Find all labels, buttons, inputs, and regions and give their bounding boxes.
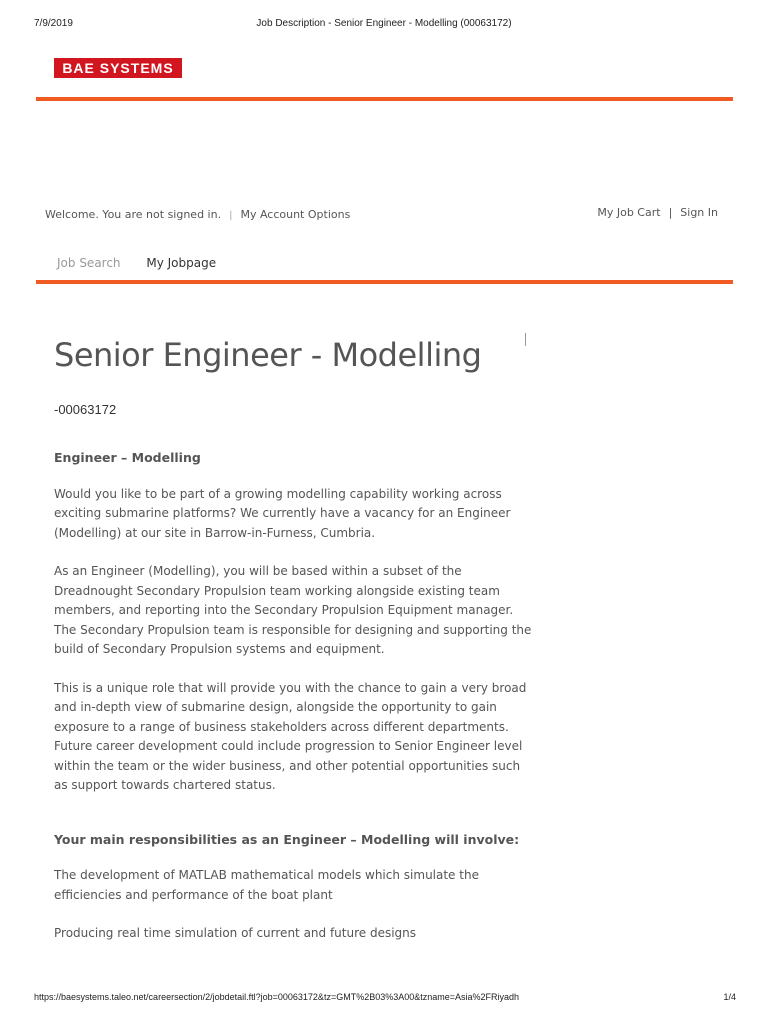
- print-date: 7/9/2019: [34, 18, 73, 29]
- my-job-cart-link[interactable]: My Job Cart: [597, 206, 661, 219]
- nav-divider: [36, 280, 733, 284]
- utility-separator: |: [229, 210, 233, 221]
- page-number: 1/4: [723, 992, 736, 1002]
- tab-my-jobpage[interactable]: My Jobpage: [146, 256, 217, 270]
- description-paragraph: As an Engineer (Modelling), you will be based within a subset of the Dreadnought Secondary Propulsion team working alongside existing team members, and reporting into the Secondary Propulsion Equipment manager. The Secondary Propulsion team is responsible for designing and supporting the build of Secondary Propulsion systems and equipment.: [54, 564, 532, 656]
- my-account-options-link[interactable]: My Account Options: [240, 208, 351, 221]
- text-cursor: [525, 333, 526, 346]
- page-url: https://baesystems.taleo.net/careersection/2/jobdetail.ftl?job=00063172&tz=GMT%2B03%3A00&tzname=Asia%2FRiyadh: [34, 992, 520, 1002]
- job-subtitle: Engineer – Modelling: [54, 450, 201, 465]
- responsibilities-heading: Your main responsibilities as an Engineer – Modelling will involve:: [54, 831, 520, 847]
- responsibility-item: Producing real time simulation of current and future designs: [54, 926, 417, 940]
- description-paragraph: This is a unique role that will provide you with the chance to gain a very broad and in-depth view of submarine design, alongside the opportunity to gain exposure to a range of business stakeholders across different departments. Future career development could include progression to Senior Engineer level within the team or the wider business, and other potential opportunities such as support towards chartered status.: [54, 680, 527, 792]
- sign-in-link[interactable]: Sign In: [680, 206, 718, 219]
- tab-job-search[interactable]: Job Search: [57, 256, 121, 270]
- bae-systems-logo[interactable]: BAE SYSTEMS: [54, 58, 182, 78]
- responsibility-item: The development of MATLAB mathematical models which simulate the efficiencies and performance of the boat plant: [54, 868, 479, 902]
- print-document-title: Job Description - Senior Engineer - Modelling (00063172): [256, 18, 512, 29]
- header-divider: [36, 97, 733, 101]
- job-title: Senior Engineer - Modelling: [54, 336, 482, 374]
- main-nav: [57, 256, 216, 270]
- utility-separator: |: [668, 206, 673, 219]
- requisition-number: -00063172: [54, 402, 117, 417]
- utility-bar-left: [45, 208, 350, 221]
- description-paragraph: Would you like to be part of a growing modelling capability working across exciting submarine platforms? We currently have a vacancy for an Engineer (Modelling) at our site in Barrow-in-Furness, Cumbria.: [54, 486, 511, 540]
- job-description: [54, 448, 534, 963]
- utility-bar-right: [597, 206, 718, 219]
- welcome-text: Welcome. You are not signed in.: [45, 208, 222, 221]
